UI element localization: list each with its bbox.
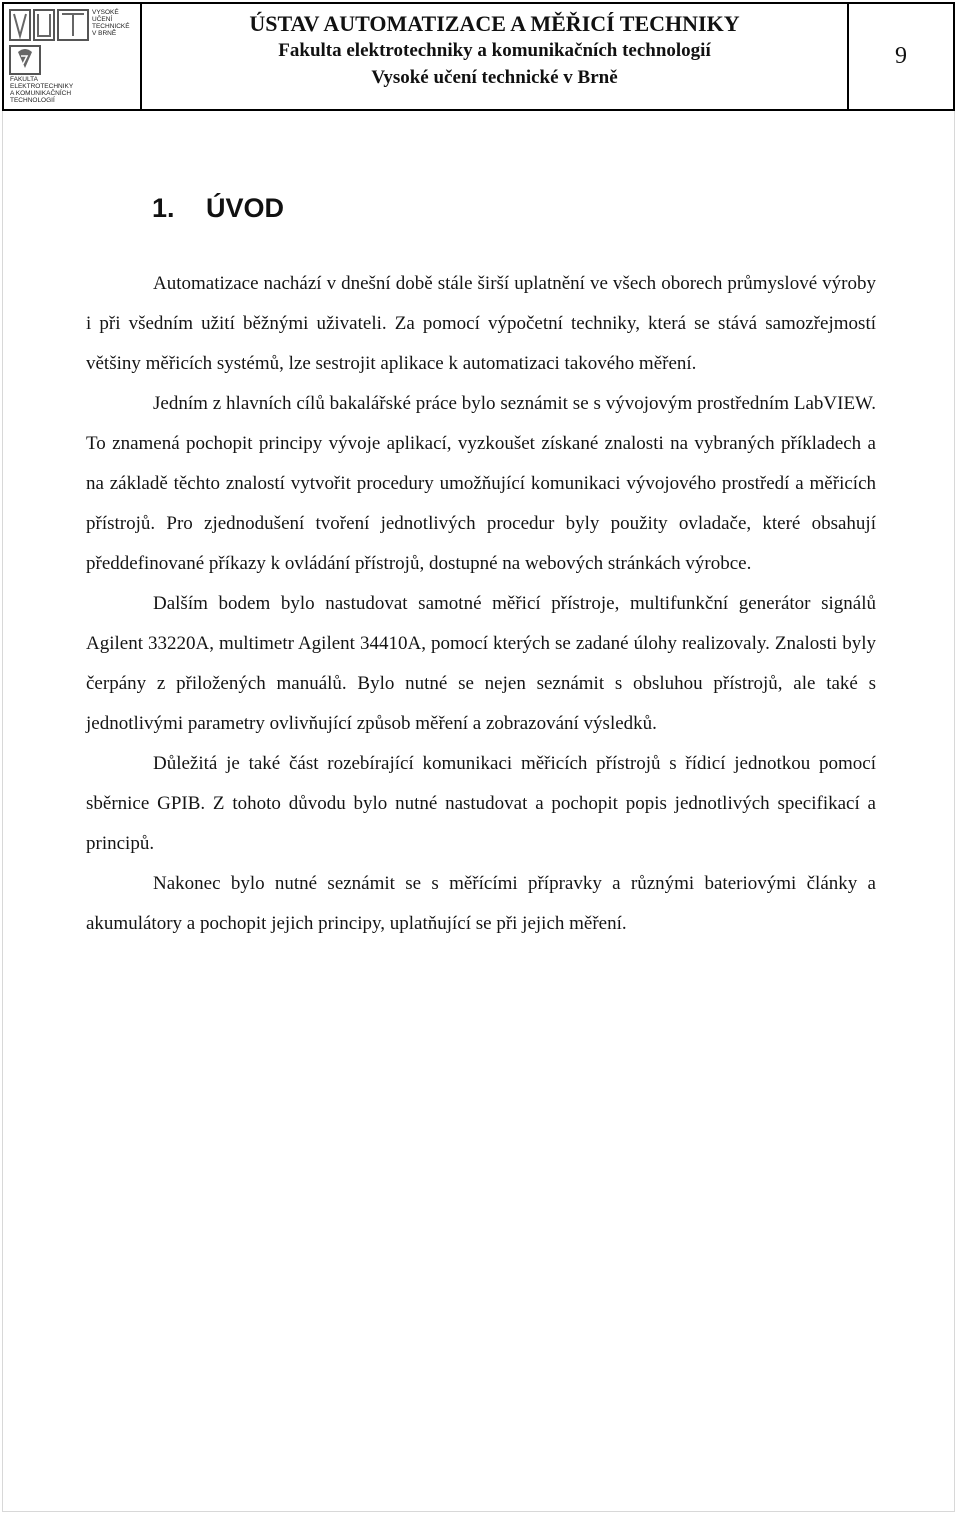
logo-university-text: VYSOKÉ UČENÍ TECHNICKÉ V BRNĚ (92, 9, 130, 37)
paragraph: Nakonec bylo nutné seznámit se s měřícími přípravky a různými bateriovými články a akumulátory a pochopit jejich principy, uplatňující se při jejich měření. (86, 873, 876, 934)
logo-faculty-text: FAKULTA ELEKTROTECHNIKY A KOMUNIKAČNÍCH TECHNOLOGIÍ (10, 76, 74, 104)
university-logo (4, 4, 142, 109)
faculty-name: Fakulta elektrotechniky a komunikačních technologií (278, 40, 711, 61)
page-number: 9 (895, 43, 907, 69)
university-name: Vysoké učení technické v Brně (371, 67, 618, 88)
chapter-number: 1. (152, 193, 175, 223)
page-header (2, 2, 955, 111)
paragraph: Jedním z hlavních cílů bakalářské práce bylo seznámit se s vývojovým prostředním LabVIEW. To znamená pochopit principy vývoje aplikací, vyzkoušet získané znalosti na vybraných příkladech a na základě těchto znalostí vytvořit procedury umožňující komunikaci vývojového prostředí a měřicích přístrojů. Pro zjednodušení tvoření jednotlivých procedur byly použity ovladače, které obsahují předdefinované příkazy k ovládání přístrojů, dostupné na webových stránkách výrobce. (86, 393, 876, 574)
header-title-block (142, 4, 849, 109)
chapter-heading (152, 193, 284, 224)
institute-name: ÚSTAV AUTOMATIZACE A MĚŘICÍ TECHNIKY (249, 11, 740, 36)
paragraph: Dalším bodem bylo nastudovat samotné měřicí přístroje, multifunkční generátor signálů Agilent 33220A, multimetr Agilent 34410A, pomocí kterých se zadané úlohy realizovaly. Znalosti byly čerpány z přiložených manuálů. Bylo nutné se nejen seznámit s obsluhou přístrojů, ale také s jednotlivými parametry ovlivňující způsob měření a zobrazování výsledků. (86, 593, 876, 734)
body-text (86, 264, 876, 944)
chapter-title: ÚVOD (206, 193, 285, 223)
paragraph: Automatizace nachází v dnešní době stále širší uplatnění ve všech oborech průmyslové výroby i při všedním užití běžnými uživateli. Za pomocí výpočetní techniky, která se stává samozřejmostí většiny měřicích systémů, lze sestrojit aplikace k automatizaci takového měření. (86, 273, 876, 374)
paragraph: Důležitá je také část rozebírající komunikaci měřicích přístrojů s řídicí jednotkou pomocí sběrnice GPIB. Z tohoto důvodu bylo nutné nastudovat a pochopit popis jednotlivých specifikací a principů. (86, 753, 876, 854)
